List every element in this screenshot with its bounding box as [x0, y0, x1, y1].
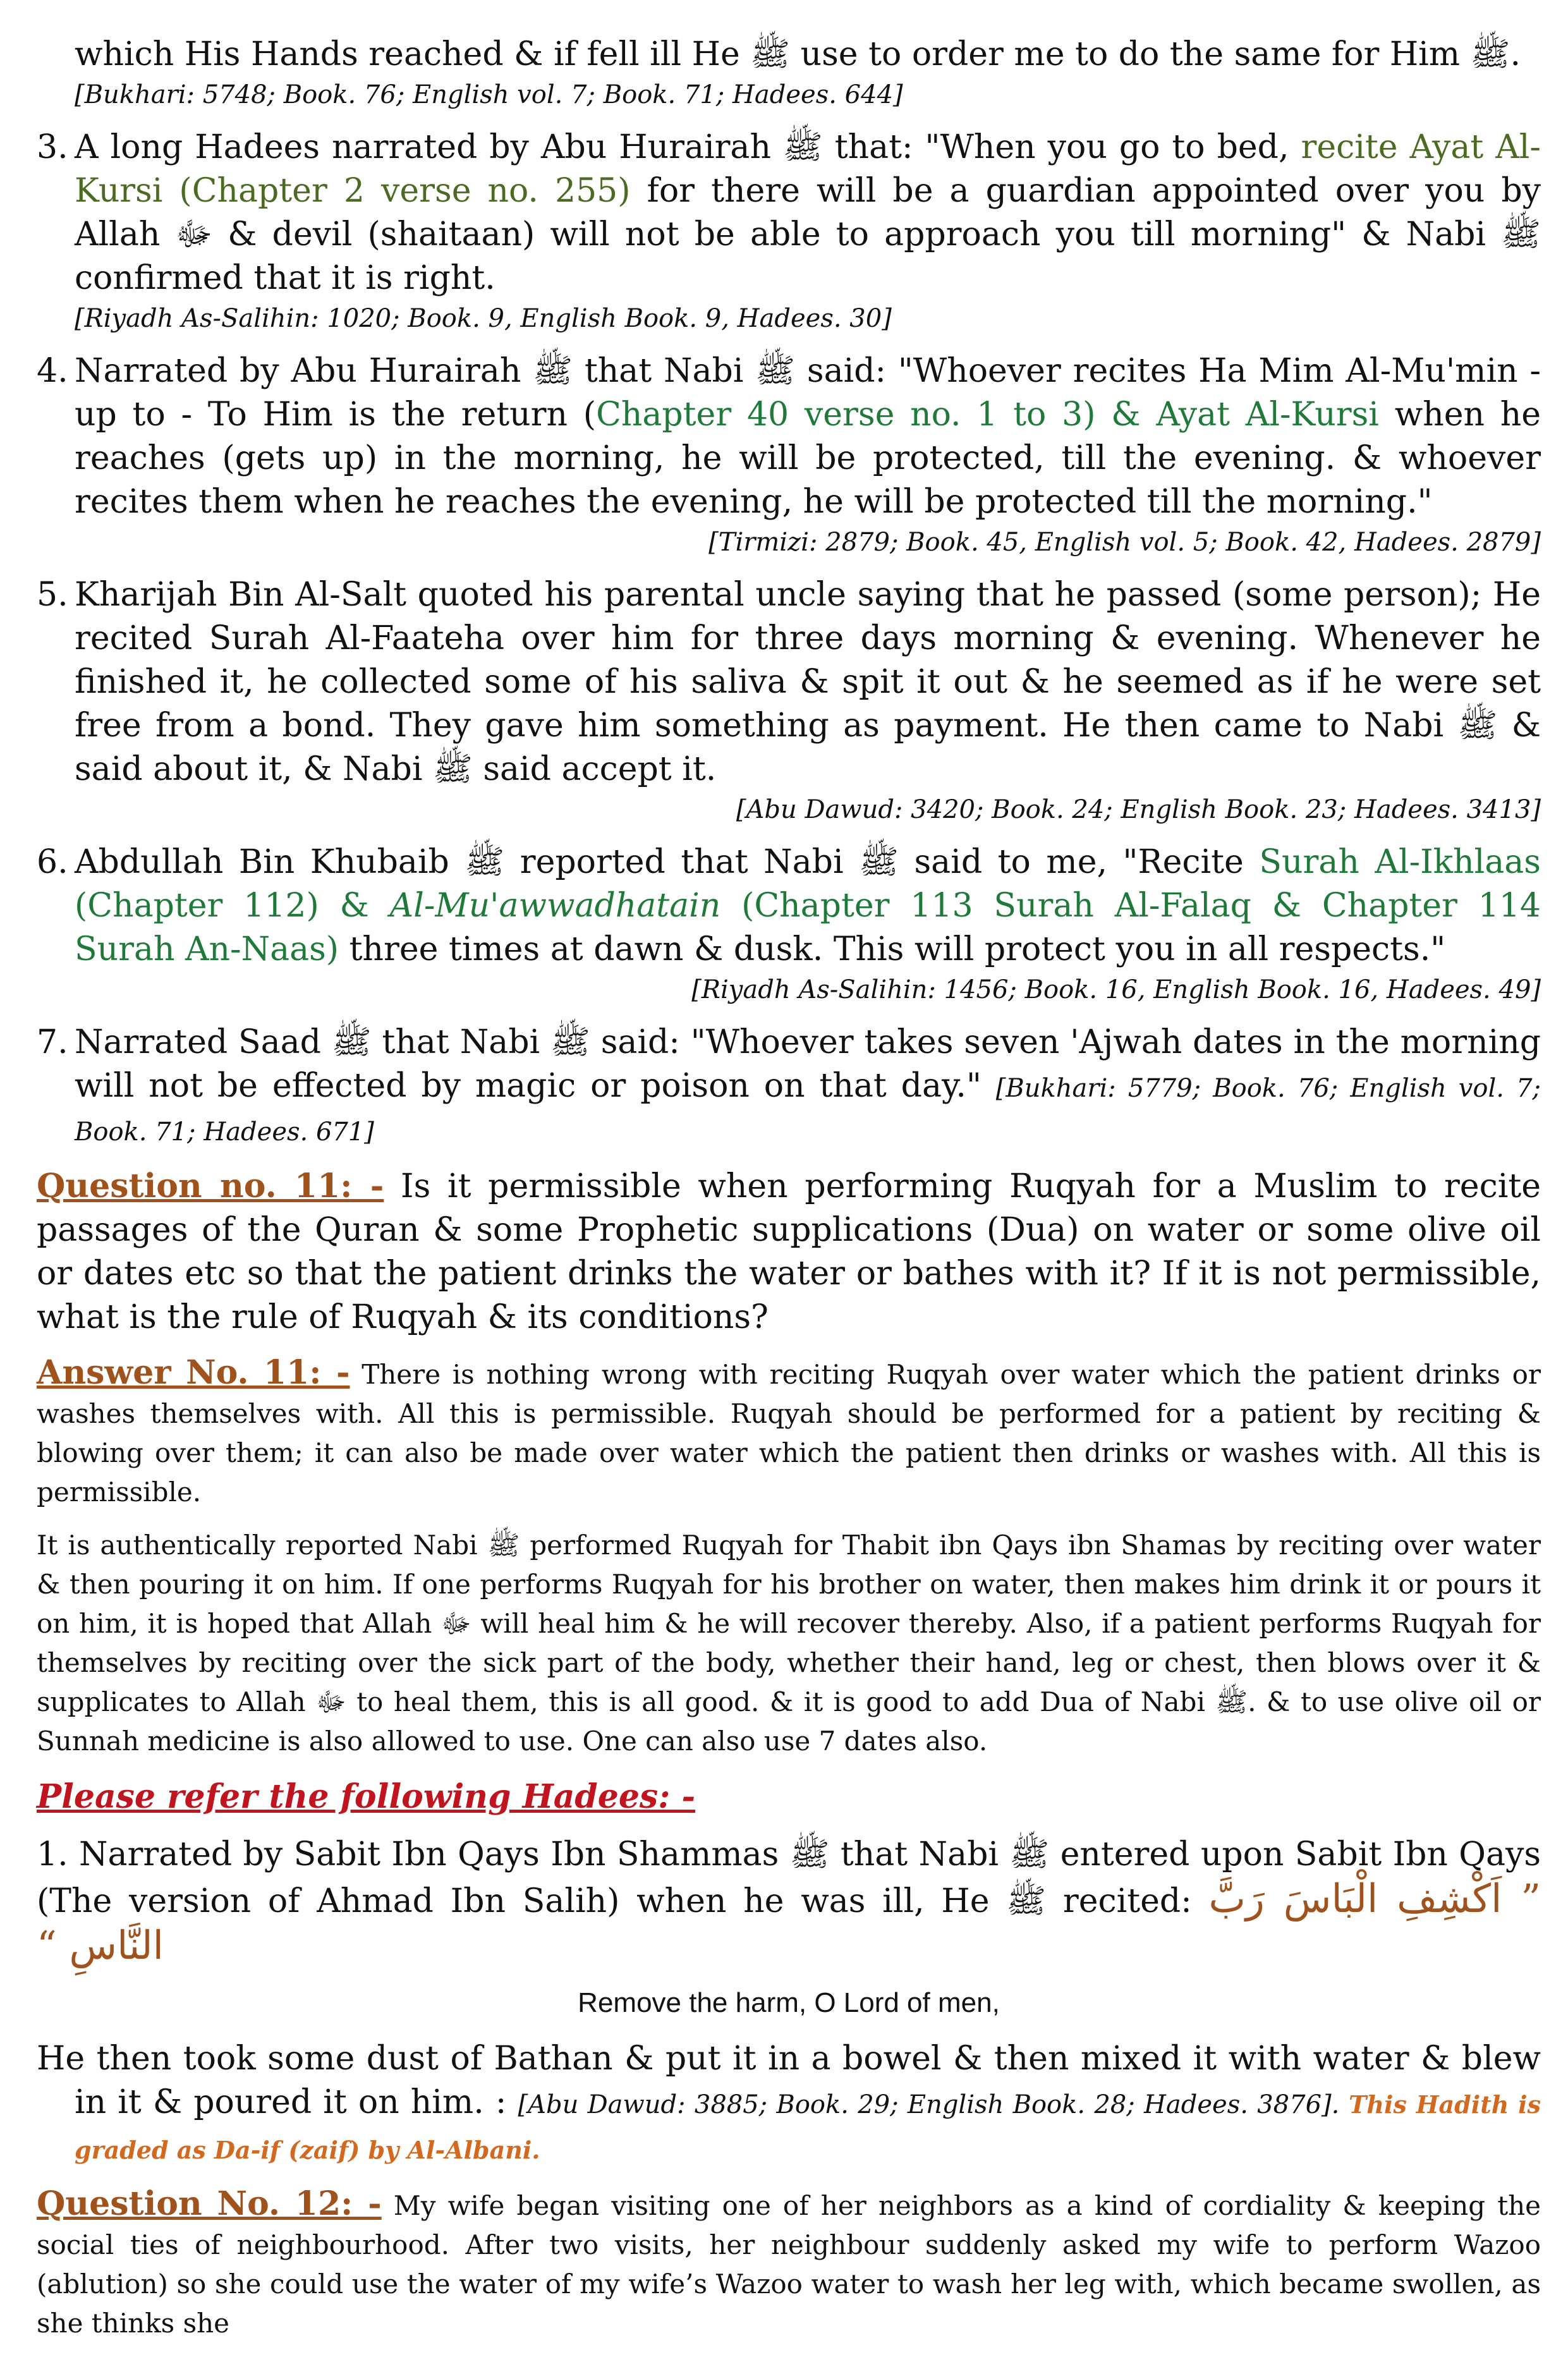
item-text	[75, 350, 1541, 524]
question-label: Question no. 11: -	[37, 1167, 384, 1205]
question-label: Question No. 12: -	[37, 2184, 382, 2223]
item-text: which His Hands reached & if fell ill He ﷺ use to order me to do the same for Him ﷺ.	[75, 35, 1521, 73]
hadees-reference: [Abu Dawud: 3420; Book. 24; English Book. 23; Hadees. 3413]	[736, 795, 1541, 824]
hadees-1-continued	[37, 2037, 1541, 2172]
text-segment: when he reaches (gets up) in the morning, he will be protected, till the evening. & whoever recites them when he reaches the evening, he will be protected till the morning."	[75, 396, 1541, 521]
highlight-verse: recite Ayat Al-Kursi (Chapter 2 verse no. 255)	[75, 128, 1541, 210]
list-item-5	[37, 573, 1541, 828]
question-text: Is it permissible when performing Ruqyah for a Muslim to recite passages of the Quran & some Prophetic supplications (Dua) on water or some olive oil or dates etc so that the patient drinks the water or bathes with it? If it is not permissible, what is the rule of Ruqyah & its conditions?	[37, 1167, 1541, 1336]
hadees-reference: [Bukhari: 5779; Book. 76; English vol. 7; Book. 71; Hadees. 671]	[75, 1074, 1541, 1147]
highlight-verse: Chapter 40 verse no. 1 to 3) & Ayat Al-Kursi	[596, 396, 1379, 434]
item-number: 7.	[37, 1023, 68, 1061]
answer-11-paragraph-2: It is authentically reported Nabi ﷺ performed Ruqyah for Thabit ibn Qays ibn Shamas by reciting over water & then pouring it on him. If one performs Ruqyah for his brother on water, then makes him drink it or pours it on him, it is hoped that Allah ﷻ will heal him & he will recover thereby. Also, if a patient performs Ruqyah for themselves by reciting over the sick part of the body, whether their hand, leg or chest, then blows over it & supplicates to Allah ﷻ to heal them, this is all good. & it is good to add Dua of Nabi ﷺ. & to use olive oil or Sunnah medicine is also allowed to use. One can also use 7 dates also.	[37, 1530, 1541, 1757]
answer-label: Answer No. 11: -	[37, 1353, 350, 1392]
item-text	[75, 841, 1541, 971]
highlight-surah: Surah Al-Ikhlaas (Chapter 112) &	[75, 843, 1541, 925]
hadees-reference: [Abu Dawud: 3885; Book. 29; English Book. 28; Hadees. 3876].	[518, 2090, 1340, 2119]
item-number: 4.	[37, 352, 68, 390]
text-segment: Abdullah Bin Khubaib ﷺ reported that Nabi ﷺ said to me, "Recite	[75, 843, 1260, 881]
item-number: 6.	[37, 843, 68, 881]
hadees-reference: [Riyadh As-Salihin: 1020; Book. 9, English Book. 9, Hadees. 30]	[75, 304, 892, 333]
hadees-1	[37, 1833, 1541, 1970]
hadees-reference: [Bukhari: 5748; Book. 76; English vol. 7; Book. 71; Hadees. 644]	[75, 80, 903, 109]
dua-translation: Remove the harm, O Lord of men,	[578, 1987, 1000, 2018]
question-text: My wife began visiting one of her neighbors as a kind of cordiality & keeping the social ties of neighbourhood. After two visits, her neighbour suddenly asked my wife to perform Wazoo (ablution) so she could use the water of my wife’s Wazoo water to wash her leg with, which became swollen, as she thinks she	[37, 2190, 1541, 2339]
answer-11	[37, 1353, 1541, 1512]
hadees-text: 1. Narrated by Sabit Ibn Qays Ibn Shammas ﷺ that Nabi ﷺ entered upon Sabit Ibn Qays (The version of Ahmad Ibn Salih) when he was ill, He ﷺ recited:	[37, 1836, 1541, 1920]
document-page	[37, 33, 1541, 2357]
question-12	[37, 2184, 1541, 2343]
answer-text: There is nothing wrong with reciting Ruqyah over water which the patient drinks or washes themselves with. All this is permissible. Ruqyah should be performed for a patient by reciting & blowing over them; it can also be made over water which the patient then drinks or washes with. All this is permissible.	[37, 1359, 1541, 1507]
text-segment: Narrated Saad ﷺ that Nabi ﷺ said: "Whoever takes seven 'Ajwah dates in the morning will not be effected by magic or poison on that day."	[75, 1023, 1541, 1105]
list-item-4	[37, 350, 1541, 561]
text-segment: for there will be a guardian appointed over you by Allah ﷻ & devil (shaitaan) will not be able to approach you till morning" & Nabi ﷺ confirmed that it is right.	[75, 172, 1541, 297]
highlight-surah-italic: Al-Mu'awwadhatain	[389, 887, 721, 925]
hadith-grade: This Hadith is graded as Da-if (zaif) by Al-Albani.	[75, 2090, 1541, 2164]
hadees-reference: [Riyadh As-Salihin: 1456; Book. 16, English Book. 16, Hadees. 49]	[691, 975, 1541, 1004]
list-item-6	[37, 841, 1541, 1008]
refer-heading-text: Please refer the following Hadees: -	[37, 1777, 696, 1816]
item-text	[75, 126, 1541, 300]
item-text: Kharijah Bin Al-Salt quoted his parental uncle saying that he passed (some person); He recited Surah Al-Faateha over him for three days morning & evening. Whenever he finished it, he collected some of his saliva & spit it out & he seemed as if he were set free from a bond. They gave him something as payment. He then came to Nabi ﷺ & said about it, & Nabi ﷺ said accept it.	[75, 576, 1541, 788]
list-item-3	[37, 126, 1541, 337]
text-segment: three times at dawn & dusk. This will protect you in all respects."	[339, 930, 1446, 968]
hadees-reference: [Tirmizi: 2879; Book. 45, English vol. 5; Book. 42, Hadees. 2879]	[708, 528, 1541, 557]
item-number: 3.	[37, 128, 68, 166]
list-item-continued	[37, 33, 1541, 113]
highlight-surah: (Chapter 113 Surah Al-Falaq & Chapter 114 Surah An-Naas)	[75, 887, 1541, 968]
text-segment: Narrated by Abu Hurairah ﷺ that Nabi ﷺ said: "Whoever recites Ha Mim Al-Mu'min - up to - To Him is the return (	[75, 352, 1541, 434]
question-11	[37, 1164, 1541, 1339]
refer-heading	[37, 1775, 1541, 1819]
text-segment: A long Hadees narrated by Abu Hurairah ﷺ that: "When you go to bed,	[75, 128, 1301, 166]
item-number: 5.	[37, 576, 68, 614]
list-item-7	[37, 1021, 1541, 1152]
item-text	[75, 1021, 1541, 1152]
arabic-dua: ” اَكْشِفِ الْبَاسَ رَبَّ النَّاسِ “	[37, 1875, 1541, 1968]
hadees-text: He then took some dust of Bathan & put it in a bowel & then mixed it with water & blew in it & poured it on him. :	[37, 2040, 1541, 2121]
